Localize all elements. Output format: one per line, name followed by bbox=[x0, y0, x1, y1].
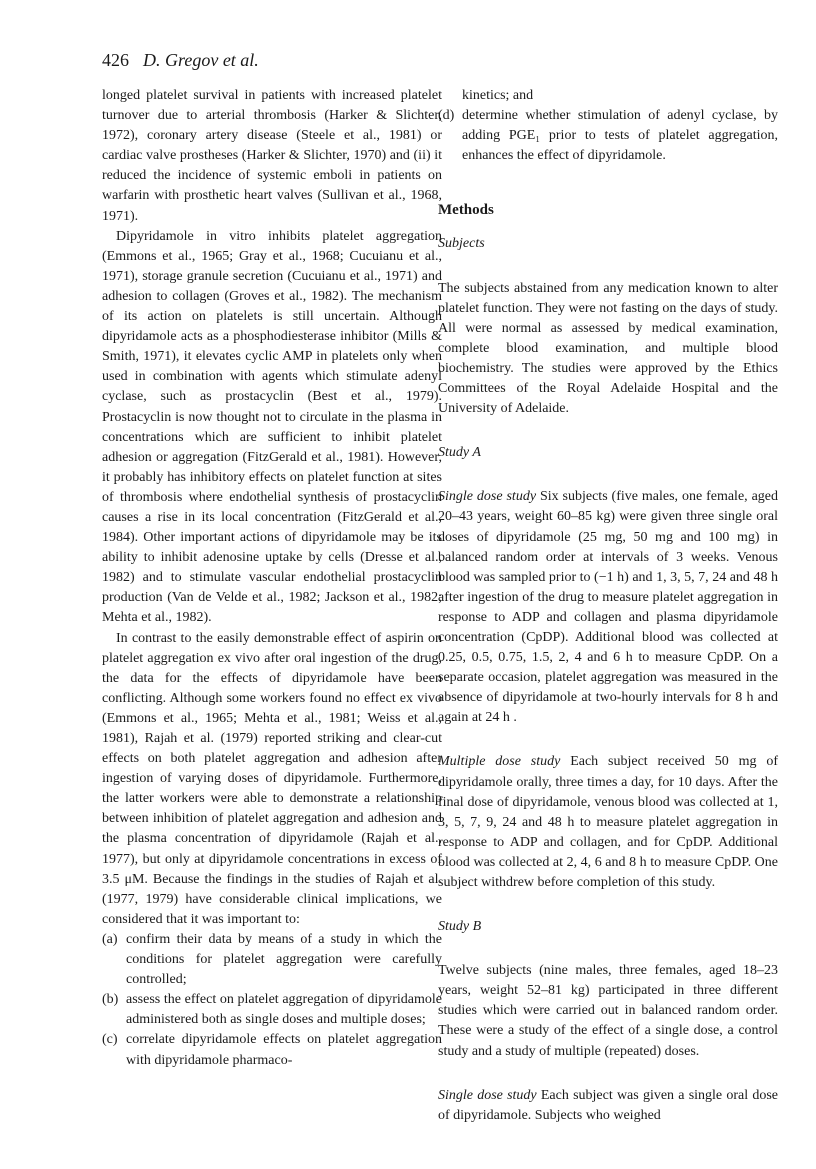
run-in-heading: Single dose study bbox=[438, 489, 537, 505]
list-item bbox=[438, 106, 778, 166]
paragraph-text: Each subject received 50 mg of dipyridamole orally, three times a day, for 10 days. After the final dose of dipyridamole, venous blood was collected at 1, 3, 5, 7, 9, 24 and 48 h to measure platelet aggregation in response to ADP and collagen, and for CpDP. Additional blood was collected at 2, 4, 6 and 8 h to measure CpDP. One subject withdrew before completion of this study. bbox=[438, 754, 778, 890]
list-continuation: kinetics; and bbox=[462, 88, 534, 103]
paragraph: longed platelet survival in patients with increased platelet turnover due to arterial thrombosis (Harker & Slichter, 1972), coronary artery disease (Steele et al., 1981) or cardiac valve prostheses (Harker & Slichter, 1970) and (ii) it reduced the incidence of systemic emboli in patients on warfarin with prosthetic heart valves (Sullivan et al., 1968, 1971). bbox=[102, 88, 442, 224]
section-heading: Methods bbox=[438, 202, 494, 219]
subsection-heading: Study B bbox=[438, 919, 482, 935]
left-column bbox=[102, 86, 442, 1071]
list-item bbox=[102, 930, 442, 990]
paragraph-text: Six subjects (five males, one female, aged 20–43 years, weight 60–85 kg) were given three single oral doses of dipyridamole (25 mg, 50 mg and 100 mg) in balanced random order at intervals of 3 weeks. Venous blood was sampled prior to (−1 h) and 1, 3, 5, 7, 24 and 48 h after ingestion of the drug to measure platelet aggregation in response to ADP and collagen and plasma dipyridamole concentration (CpDP). Additional blood was collected at 0.25, 0.5, 0.75, 1.5, 2, 4 and 6 h to measure CpDP. On a separate occasion, platelet aggregation was measured in the absence of dipyridamole at two-hourly intervals for 8 h and again at 24 h . bbox=[438, 489, 778, 726]
run-in-heading: Multiple dose study bbox=[438, 754, 561, 770]
running-author: D. Gregov et al. bbox=[143, 50, 259, 70]
list-item bbox=[102, 1030, 442, 1070]
list-text: confirm their data by means of a study in which the conditions for platelet aggregation were carefully controlled; bbox=[126, 931, 442, 988]
paragraph: The subjects abstained from any medication known to alter platelet function. They were not fasting on the days of study. All were normal as assessed by medical examination, complete blood examination, and multiple blood biochemistry. The studies were approved by the Ethics Committees of the Royal Adelaide Hospital and the University of Adelaide. bbox=[438, 280, 778, 417]
aims-list bbox=[102, 930, 442, 1071]
list-label: (b) bbox=[102, 992, 119, 1008]
list-text: correlate dipyridamole effects on platelet aggregation with dipyridamole pharmaco- bbox=[126, 1032, 442, 1068]
page-number: 426 bbox=[102, 50, 129, 70]
subsection-heading: Subjects bbox=[438, 236, 485, 252]
paragraph-text: Each subject was given a single oral dose of dipyridamole. Subjects who weighed bbox=[438, 1087, 778, 1123]
paragraph bbox=[438, 1086, 778, 1126]
list-text: determine whether stimulation of adenyl cyclase, by adding PGE₁ prior to tests of platelet aggregation, enhances the effect of dipyridamole. bbox=[462, 108, 778, 164]
list-text: assess the effect on platelet aggregation of dipyridamole administered both as single doses and multiple doses; bbox=[126, 992, 442, 1028]
paragraph: Dipyridamole in vitro inhibits platelet aggregation (Emmons et al., 1965; Gray et al., 1968; Cucuianu et al., 1971), storage granule secretion (Cucuianu et al., 1971) and adhesion to collagen (Groves et al., 1982). The mechanism of its action on platelets is still uncertain. Although dipyridamole acts as a phosphodiesterase inhibitor (Mills & Smith, 1971), it elevates cyclic AMP in platelets only when used in combination with agents which stimulate adenyl cyclase, such as prostacyclin (Best et al., 1979). Prostacyclin is now thought not to circulate in the plasma in concentrations which are sufficient to inhibit platelet adhesion or aggregation (FitzGerald et al., 1981). However, it probably has inhibitory effects on platelet function at sites of thrombosis where endothelial synthesis of prostacyclin causes a rise in its local concentration (FitzGerald et al., 1984). Other important actions of dipyridamole may be its ability to inhibit adenosine uptake by cells (Dresse et al., 1982) and to stimulate vascular endothelial prostacyclin production (Van de Velde et al., 1982; Jackson et al., 1982; Mehta et al., 1982). bbox=[102, 228, 442, 626]
running-header bbox=[102, 50, 259, 71]
paragraph bbox=[438, 752, 778, 893]
paragraph: In contrast to the easily demonstrable effect of aspirin on platelet aggregation ex vivo after oral ingestion of the drug, the data for the effects of dipyridamole have been conflicting. Although some workers found no effect ex vivo (Emmons et al., 1965; Mehta et al., 1981; Weiss et al., 1981), Rajah et al. (1979) reported striking and clear-cut effects on both platelet aggregation and adhesion after ingestion of varying doses of dipyridamole. Furthermore, the latter workers were able to demonstrate a relationship between inhibition of platelet aggregation and adhesion and the plasma concentration of dipyridamole (Rajah et al., 1977), but only at dipyridamole concentrations in excess of 3.5 μM. Because the findings in the studies of Rajah et al. (1977, 1979) have considerable clinical implications, we considered that it was important to: bbox=[102, 630, 442, 927]
list-label: (d) bbox=[438, 108, 455, 124]
list-item bbox=[102, 990, 442, 1030]
run-in-heading: Single dose study bbox=[438, 1087, 537, 1103]
right-column bbox=[438, 86, 778, 1126]
paragraph: Twelve subjects (nine males, three females, aged 18–23 years, weight 52–81 kg) participated in three different studies which were carried out in balanced random order. These were a study of the effect of a single dose, a control study and a study of multiple (repeated) doses. bbox=[438, 963, 778, 1059]
paragraph bbox=[438, 487, 778, 728]
subsection-heading: Study A bbox=[438, 445, 481, 461]
list-label: (a) bbox=[102, 931, 118, 947]
list-label: (c) bbox=[102, 1032, 118, 1048]
aims-list-cont bbox=[438, 106, 778, 166]
